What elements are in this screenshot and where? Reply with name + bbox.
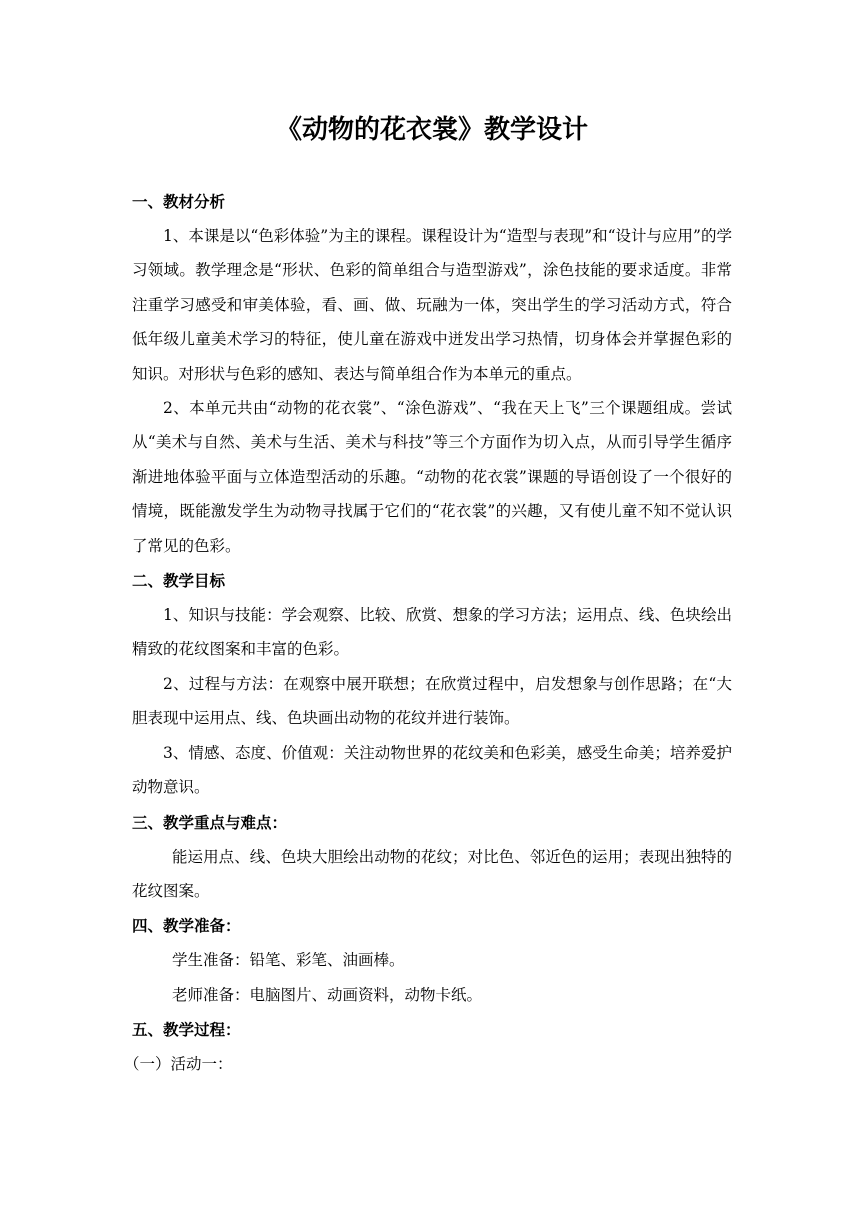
section-heading-preparation: 四、教学准备： bbox=[132, 916, 241, 936]
section-heading-key-points: 三、教学重点与难点： bbox=[132, 812, 288, 832]
paragraph-materials-2: 2、本单元共由“动物的花衣裳”、“涂色游戏”、“我在天上飞”三个课题组成。尝试从“美术与自然、美术与生活、美术与科技”等三个方面作为切入点，从而引导学生循序渐进地体验平面与立体造型活动的乐趣。“动物的花衣裳”课题的导语创设了一个很好的情境，既能激发学生为动物寻找属于它们的“花衣裳”的兴趣，又有使儿童不知不觉认识了常见的色彩。 bbox=[132, 399, 732, 555]
document-title: 《动物的花衣裳》教学设计 bbox=[275, 115, 588, 145]
section-heading-objectives: 二、教学目标 bbox=[132, 571, 226, 591]
activity-one-label: （一）活动一： bbox=[124, 1055, 233, 1074]
paragraph-materials-1: 1、本课是以“色彩体验”为主的课程。课程设计为“造型与表现”和“设计与应用”的学习领域。教学理念是“形状、色彩的简单组合与造型游戏”，涂色技能的要求适度。非常注重学习感受和审美体验，看、画、做、玩融为一体，突出学生的学习活动方式，符合低年级儿童美术学习的特征，使儿童在游戏中迸发出学习热情，切身体会并掌握色彩的知识。对形状与色彩的感知、表达与简单组合作为本单元的重点。 bbox=[132, 227, 732, 383]
student-preparation: 学生准备：铅笔、彩笔、油画棒。 bbox=[172, 951, 405, 970]
section-heading-process: 五、教学过程： bbox=[132, 1020, 241, 1040]
paragraph-objectives-2: 2、过程与方法：在观察中展开联想；在欣赏过程中，启发想象与创作思路；在“大胆表现中运用点、线、色块画出动物的花纹并进行装饰。 bbox=[132, 674, 732, 728]
section-heading-materials: 一、教材分析 bbox=[132, 192, 226, 211]
document-body bbox=[124, 184, 732, 1081]
teacher-preparation: 老师准备：电脑图片、动画资料，动物卡纸。 bbox=[172, 985, 483, 1004]
paragraph-objectives-1: 1、知识与技能：学会观察、比较、欣赏、想象的学习方法；运用点、线、色块绘出精致的花纹图案和丰富的色彩。 bbox=[132, 606, 732, 659]
paragraph-key-points: 能运用点、线、色块大胆绘出动物的花纹；对比色、邻近色的运用；表现出独特的花纹图案。 bbox=[132, 847, 732, 900]
paragraph-objectives-3: 3、情感、态度、价值观：关注动物世界的花纹美和色彩美，感受生命美；培养爱护动物意识。 bbox=[132, 743, 732, 797]
